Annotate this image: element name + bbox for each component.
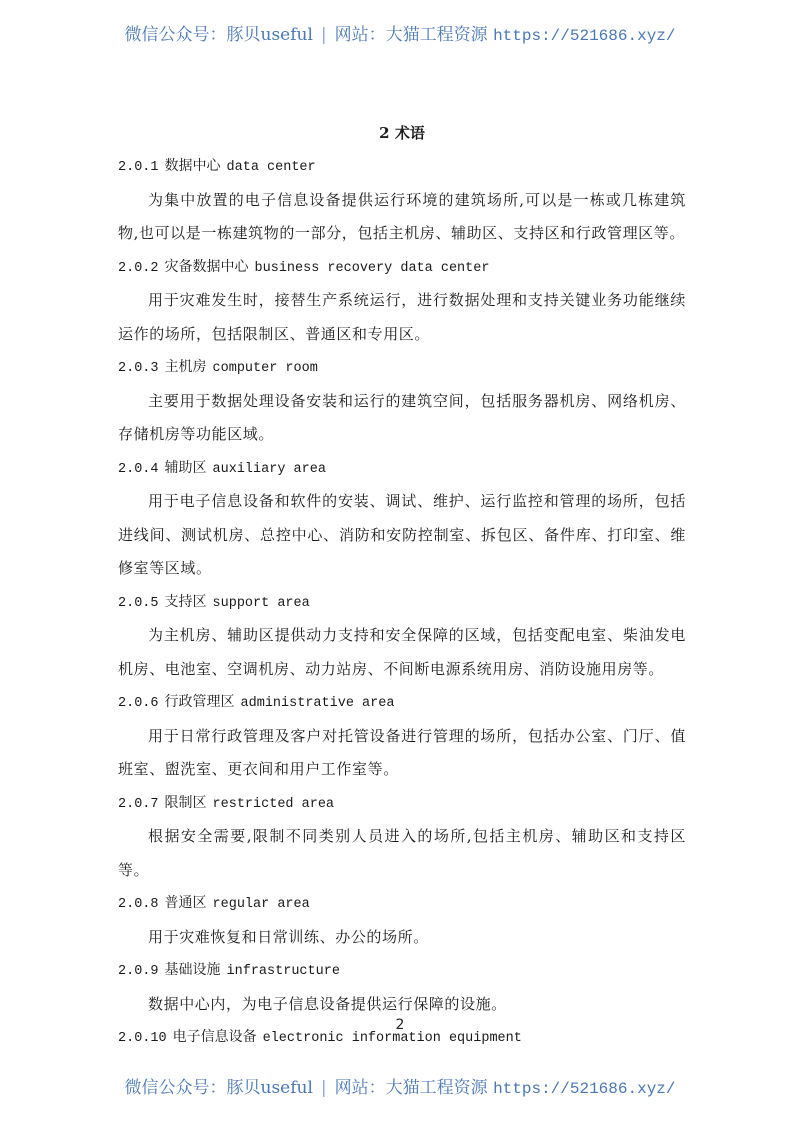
term-en: auxiliary area — [212, 461, 326, 477]
term-number: 2.0.9 — [118, 964, 159, 979]
term-en: electronic information equipment — [262, 1031, 522, 1046]
term-heading — [118, 586, 686, 620]
page-number: 2 — [395, 1017, 405, 1033]
site-label: 网站：大猫工程资源 — [334, 25, 488, 45]
term-number: 2.0.5 — [118, 595, 159, 611]
term-entry — [118, 954, 686, 1021]
term-zh: 行政管理区 — [164, 694, 235, 710]
term-en: administrative area — [240, 696, 395, 711]
term-number: 2.0.1 — [118, 160, 159, 175]
term-number: 2.0.2 — [118, 260, 159, 276]
term-heading — [118, 686, 686, 720]
term-zh: 主机房 — [164, 359, 207, 375]
term-definition: 为集中放置的电子信息设备提供运行环境的建筑场所,可以是一栋或几栋建筑物,也可以是一栋建筑物的一部分，包括主机房、辅助区、支持区和行政管理区等。 — [118, 190, 686, 242]
term-number: 2.0.7 — [118, 796, 159, 812]
term-zh: 限制区 — [164, 794, 207, 811]
term-number: 2.0.8 — [118, 897, 159, 912]
wechat-label: 微信公众号：豚贝useful — [124, 1078, 313, 1098]
term-entry — [118, 251, 686, 352]
term-en: business recovery data center — [254, 260, 490, 276]
term-definition: 用于灾难发生时，接替生产系统运行，进行数据处理和支持关键业务功能继续运作的场所，包括限制区、普通区和专用区。 — [118, 291, 686, 343]
separator: | — [320, 25, 327, 45]
chapter-title: 2 术语 — [379, 124, 425, 142]
term-entry — [118, 586, 686, 687]
term-heading — [118, 150, 686, 184]
term-entry — [118, 150, 686, 251]
header-watermark — [0, 20, 800, 45]
separator: | — [320, 1078, 327, 1098]
term-heading — [118, 251, 686, 285]
term-en: data center — [226, 160, 316, 175]
site-url-link[interactable]: https://521686.xyz/ — [493, 27, 676, 45]
term-en: infrastructure — [226, 964, 340, 979]
term-heading — [118, 887, 686, 921]
term-zh: 灾备数据中心 — [164, 258, 249, 275]
term-number: 2.0.3 — [118, 361, 159, 376]
term-zh: 辅助区 — [164, 459, 207, 476]
term-definition: 主要用于数据处理设备安装和运行的建筑空间，包括服务器机房、网络机房、存储机房等功能区域。 — [118, 391, 686, 443]
term-en: computer room — [212, 361, 318, 376]
term-entry — [118, 887, 686, 954]
term-zh: 支持区 — [164, 593, 207, 610]
term-en: regular area — [212, 897, 310, 912]
document-page — [118, 118, 686, 1055]
term-definition: 根据安全需要,限制不同类别人员进入的场所,包括主机房、辅助区和支持区等。 — [118, 827, 686, 879]
site-url-link[interactable]: https://521686.xyz/ — [493, 1080, 676, 1098]
term-heading — [118, 452, 686, 486]
term-entry — [118, 686, 686, 787]
term-en: restricted area — [212, 796, 335, 812]
term-en: support area — [212, 595, 310, 611]
term-definition: 用于灾难恢复和日常训练、办公的场所。 — [148, 927, 429, 946]
term-zh: 基础设施 — [164, 962, 221, 978]
term-entry — [118, 452, 686, 586]
site-label: 网站：大猫工程资源 — [334, 1078, 488, 1098]
term-number: 2.0.4 — [118, 461, 159, 477]
term-heading — [118, 351, 686, 385]
term-heading — [118, 954, 686, 988]
term-number: 2.0.10 — [118, 1031, 167, 1046]
term-definition: 数据中心内，为电子信息设备提供运行保障的设施。 — [148, 994, 507, 1013]
term-zh: 数据中心 — [164, 158, 221, 174]
term-heading — [118, 787, 686, 821]
footer-watermark — [0, 1073, 800, 1098]
term-definition: 为主机房、辅助区提供动力支持和安全保障的区域，包括变配电室、柴油发电机房、电池室、空调机房、动力站房、不间断电源系统用房、消防设施用房等。 — [118, 626, 686, 678]
term-definition: 用于电子信息设备和软件的安装、调试、维护、运行监控和管理的场所，包括进线间、测试机房、总控中心、消防和安防控制室、拆包区、备件库、打印室、维修室等区域。 — [118, 492, 686, 577]
term-entry — [118, 351, 686, 452]
wechat-label: 微信公众号：豚贝useful — [124, 25, 313, 45]
term-definition: 用于日常行政管理及客户对托管设备进行管理的场所，包括办公室、门厅、值班室、盥洗室、更衣间和用户工作室等。 — [118, 726, 686, 778]
term-number: 2.0.6 — [118, 696, 159, 711]
term-zh: 电子信息设备 — [172, 1029, 257, 1045]
term-entry — [118, 787, 686, 888]
term-zh: 普通区 — [164, 895, 207, 911]
